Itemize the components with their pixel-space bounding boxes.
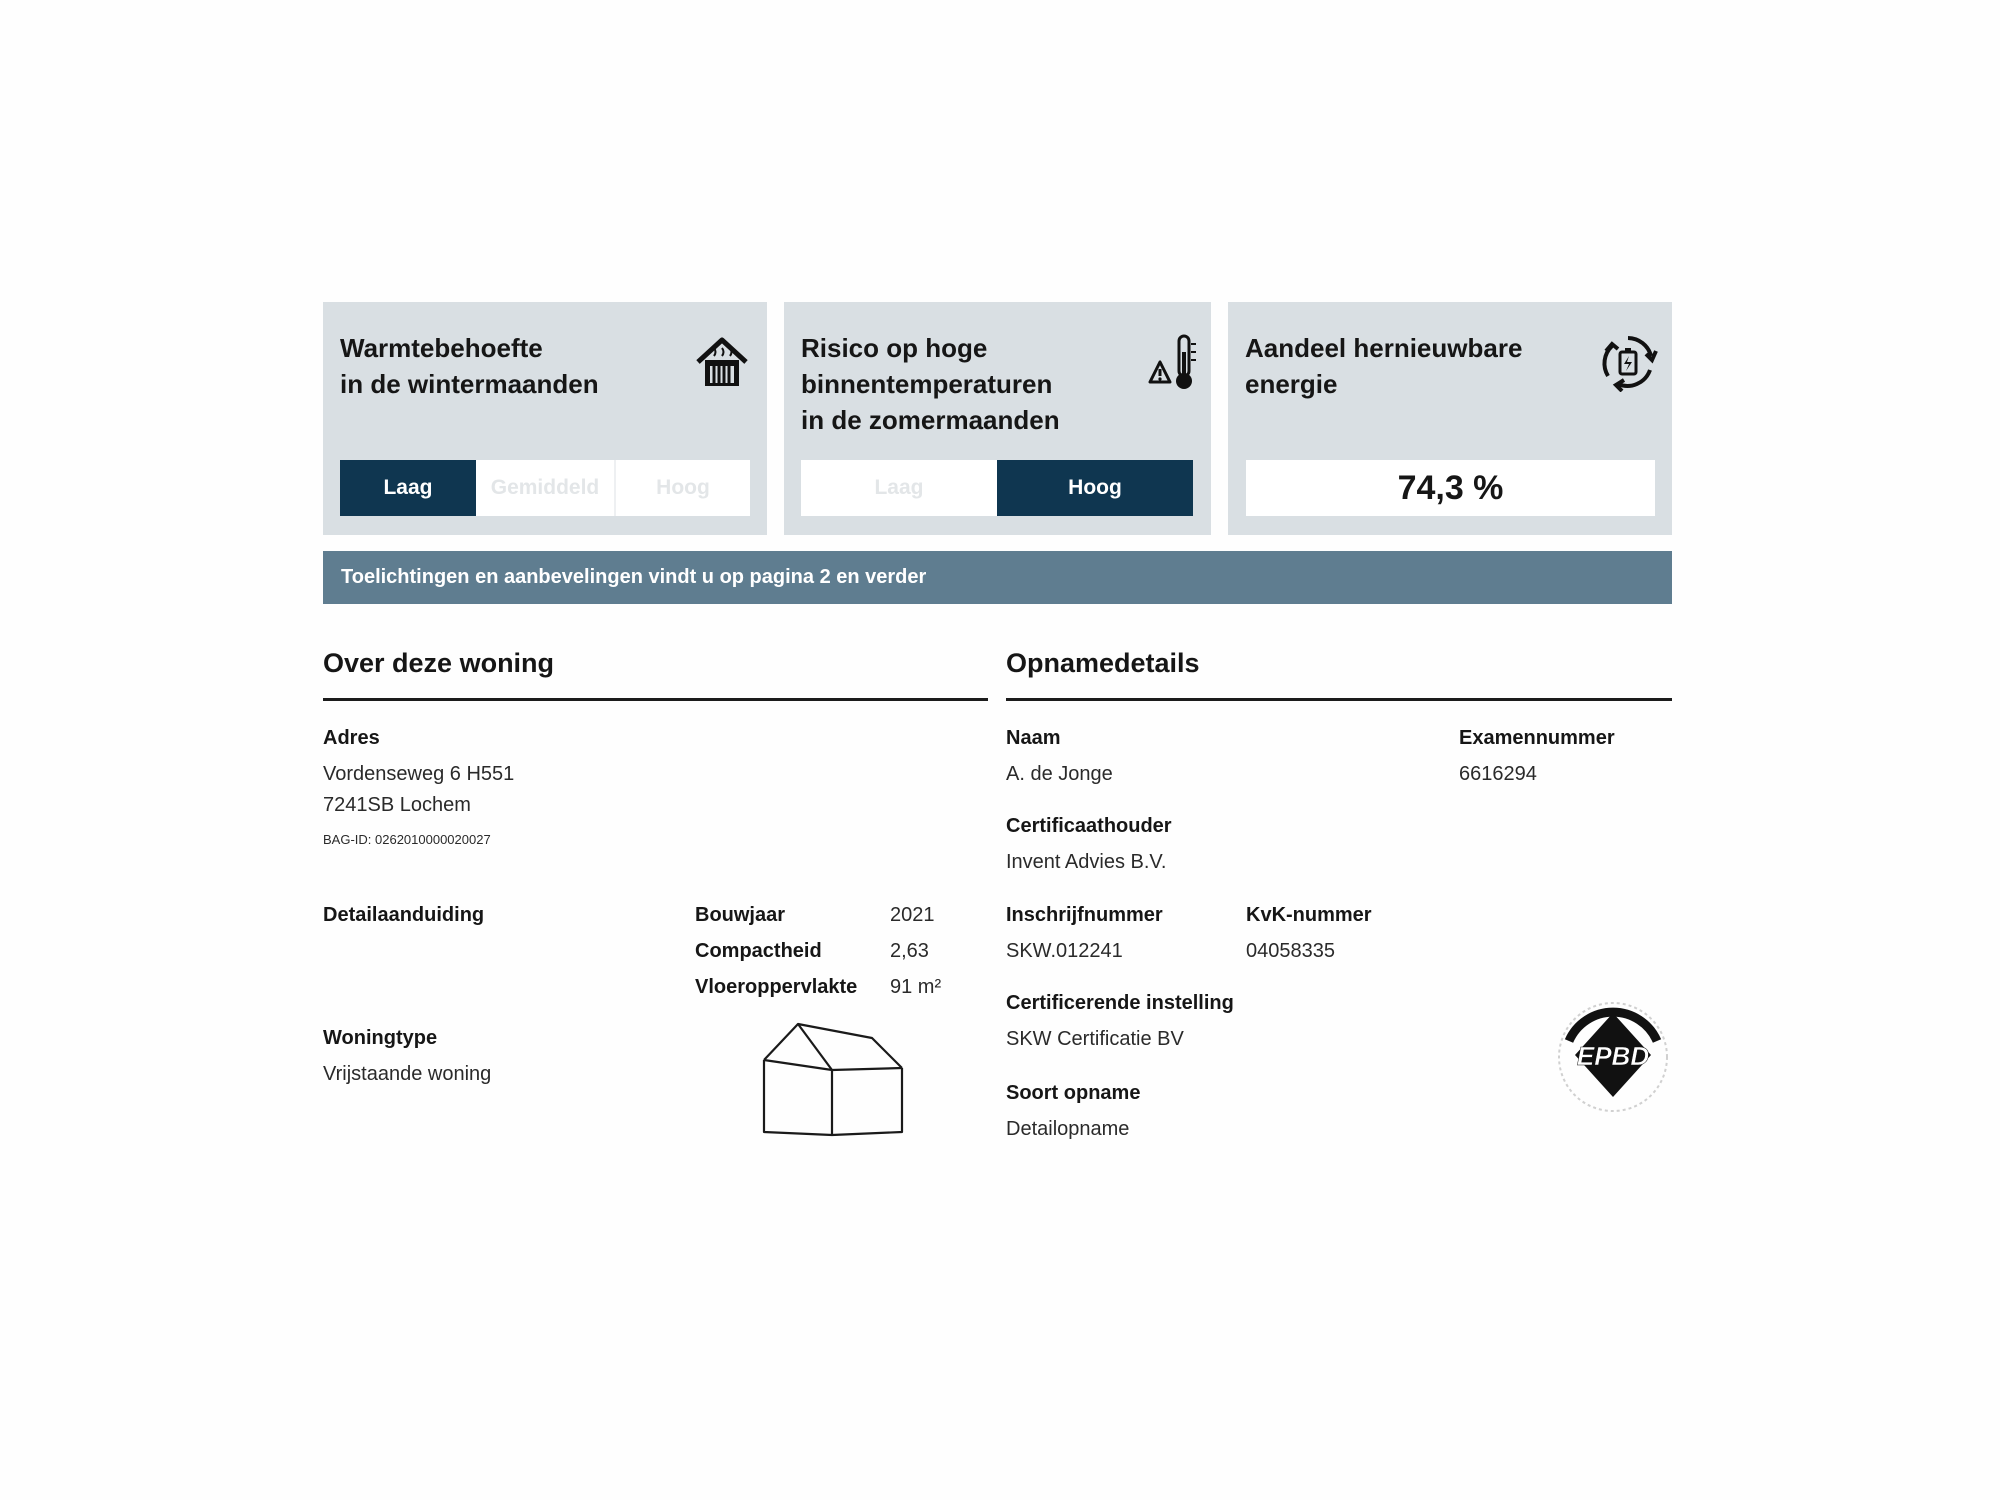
epbd-logo-text: EPBD: [1576, 1041, 1650, 1071]
info-banner: Toelichtingen en aanbevelingen vindt u op pagina 2 en verder: [323, 551, 1672, 604]
overheat-option-laag: Laag: [874, 476, 924, 499]
certificerende-instelling-label: Certificerende instelling: [1006, 992, 1234, 1014]
adres-line-2: 7241SB Lochem: [323, 794, 471, 816]
bouwjaar-label: Bouwjaar: [695, 904, 786, 926]
renewable-share-card: [1228, 302, 1672, 535]
soort-opname-label: Soort opname: [1006, 1082, 1141, 1104]
certificerende-instelling-value: SKW Certificatie BV: [1006, 1028, 1184, 1050]
heat-demand-card: [323, 302, 767, 535]
heat-demand-scale: [340, 460, 750, 516]
vloeroppervlakte-label: Vloeroppervlakte: [695, 976, 858, 998]
woningtype-label: Woningtype: [323, 1027, 438, 1049]
renewable-share-value: 74,3 %: [1246, 460, 1655, 516]
thermometer-warning-icon: [1146, 332, 1206, 392]
heat-option-gemiddeld: Gemiddeld: [490, 476, 600, 499]
naam-value: A. de Jonge: [1006, 763, 1113, 785]
inschrijfnummer-value: SKW.012241: [1006, 940, 1123, 962]
compactheid-label: Compactheid: [695, 940, 822, 962]
kvk-label: KvK-nummer: [1246, 904, 1372, 926]
detailaanduiding-label: Detailaanduiding: [323, 904, 485, 926]
heat-option-hoog: Hoog: [614, 460, 750, 516]
certificaathouder-label: Certificaathouder: [1006, 815, 1172, 837]
certificaathouder-value: Invent Advies B.V.: [1006, 851, 1167, 873]
compactheid-value: 2,63: [890, 940, 929, 962]
opname-section-rule: [1006, 698, 1672, 701]
bouwjaar-value: 2021: [890, 904, 935, 926]
epbd-logo: [1553, 997, 1673, 1117]
overheat-option-hoog: Hoog: [997, 460, 1193, 516]
inschrijfnummer-label: Inschrijfnummer: [1006, 904, 1163, 926]
woningtype-value: Vrijstaande woning: [323, 1063, 492, 1085]
soort-opname-value: Detailopname: [1006, 1118, 1130, 1140]
overheating-risk-card: [784, 302, 1211, 535]
kvk-value: 04058335: [1246, 940, 1335, 962]
woning-section-rule: [323, 698, 988, 701]
heat-option-laag: Laag: [340, 460, 476, 516]
woning-section-title: Over deze woning: [323, 648, 555, 678]
examennummer-label: Examennummer: [1459, 727, 1615, 749]
overheating-risk-scale: [801, 460, 1193, 516]
detached-house-icon: [760, 1020, 906, 1140]
examennummer-value: 6616294: [1459, 763, 1537, 785]
adres-label: Adres: [323, 727, 380, 749]
opname-section-title: Opnamedetails: [1006, 648, 1200, 678]
adres-line-1: Vordenseweg 6 H551: [323, 763, 515, 785]
house-heating-icon: [692, 332, 752, 392]
naam-label: Naam: [1006, 727, 1061, 749]
vloeroppervlakte-value: 91 m²: [890, 976, 942, 998]
overheating-risk-title: Risico op hoge binnentemperaturen in de zomermaanden: [801, 333, 1060, 435]
bag-id: BAG-ID: 0262010000020027: [323, 832, 491, 847]
heat-demand-title: Warmtebehoefte in de wintermaanden: [340, 333, 599, 399]
renewable-cycle-icon: [1598, 332, 1658, 392]
renewable-share-title: Aandeel hernieuwbare energie: [1245, 333, 1523, 399]
